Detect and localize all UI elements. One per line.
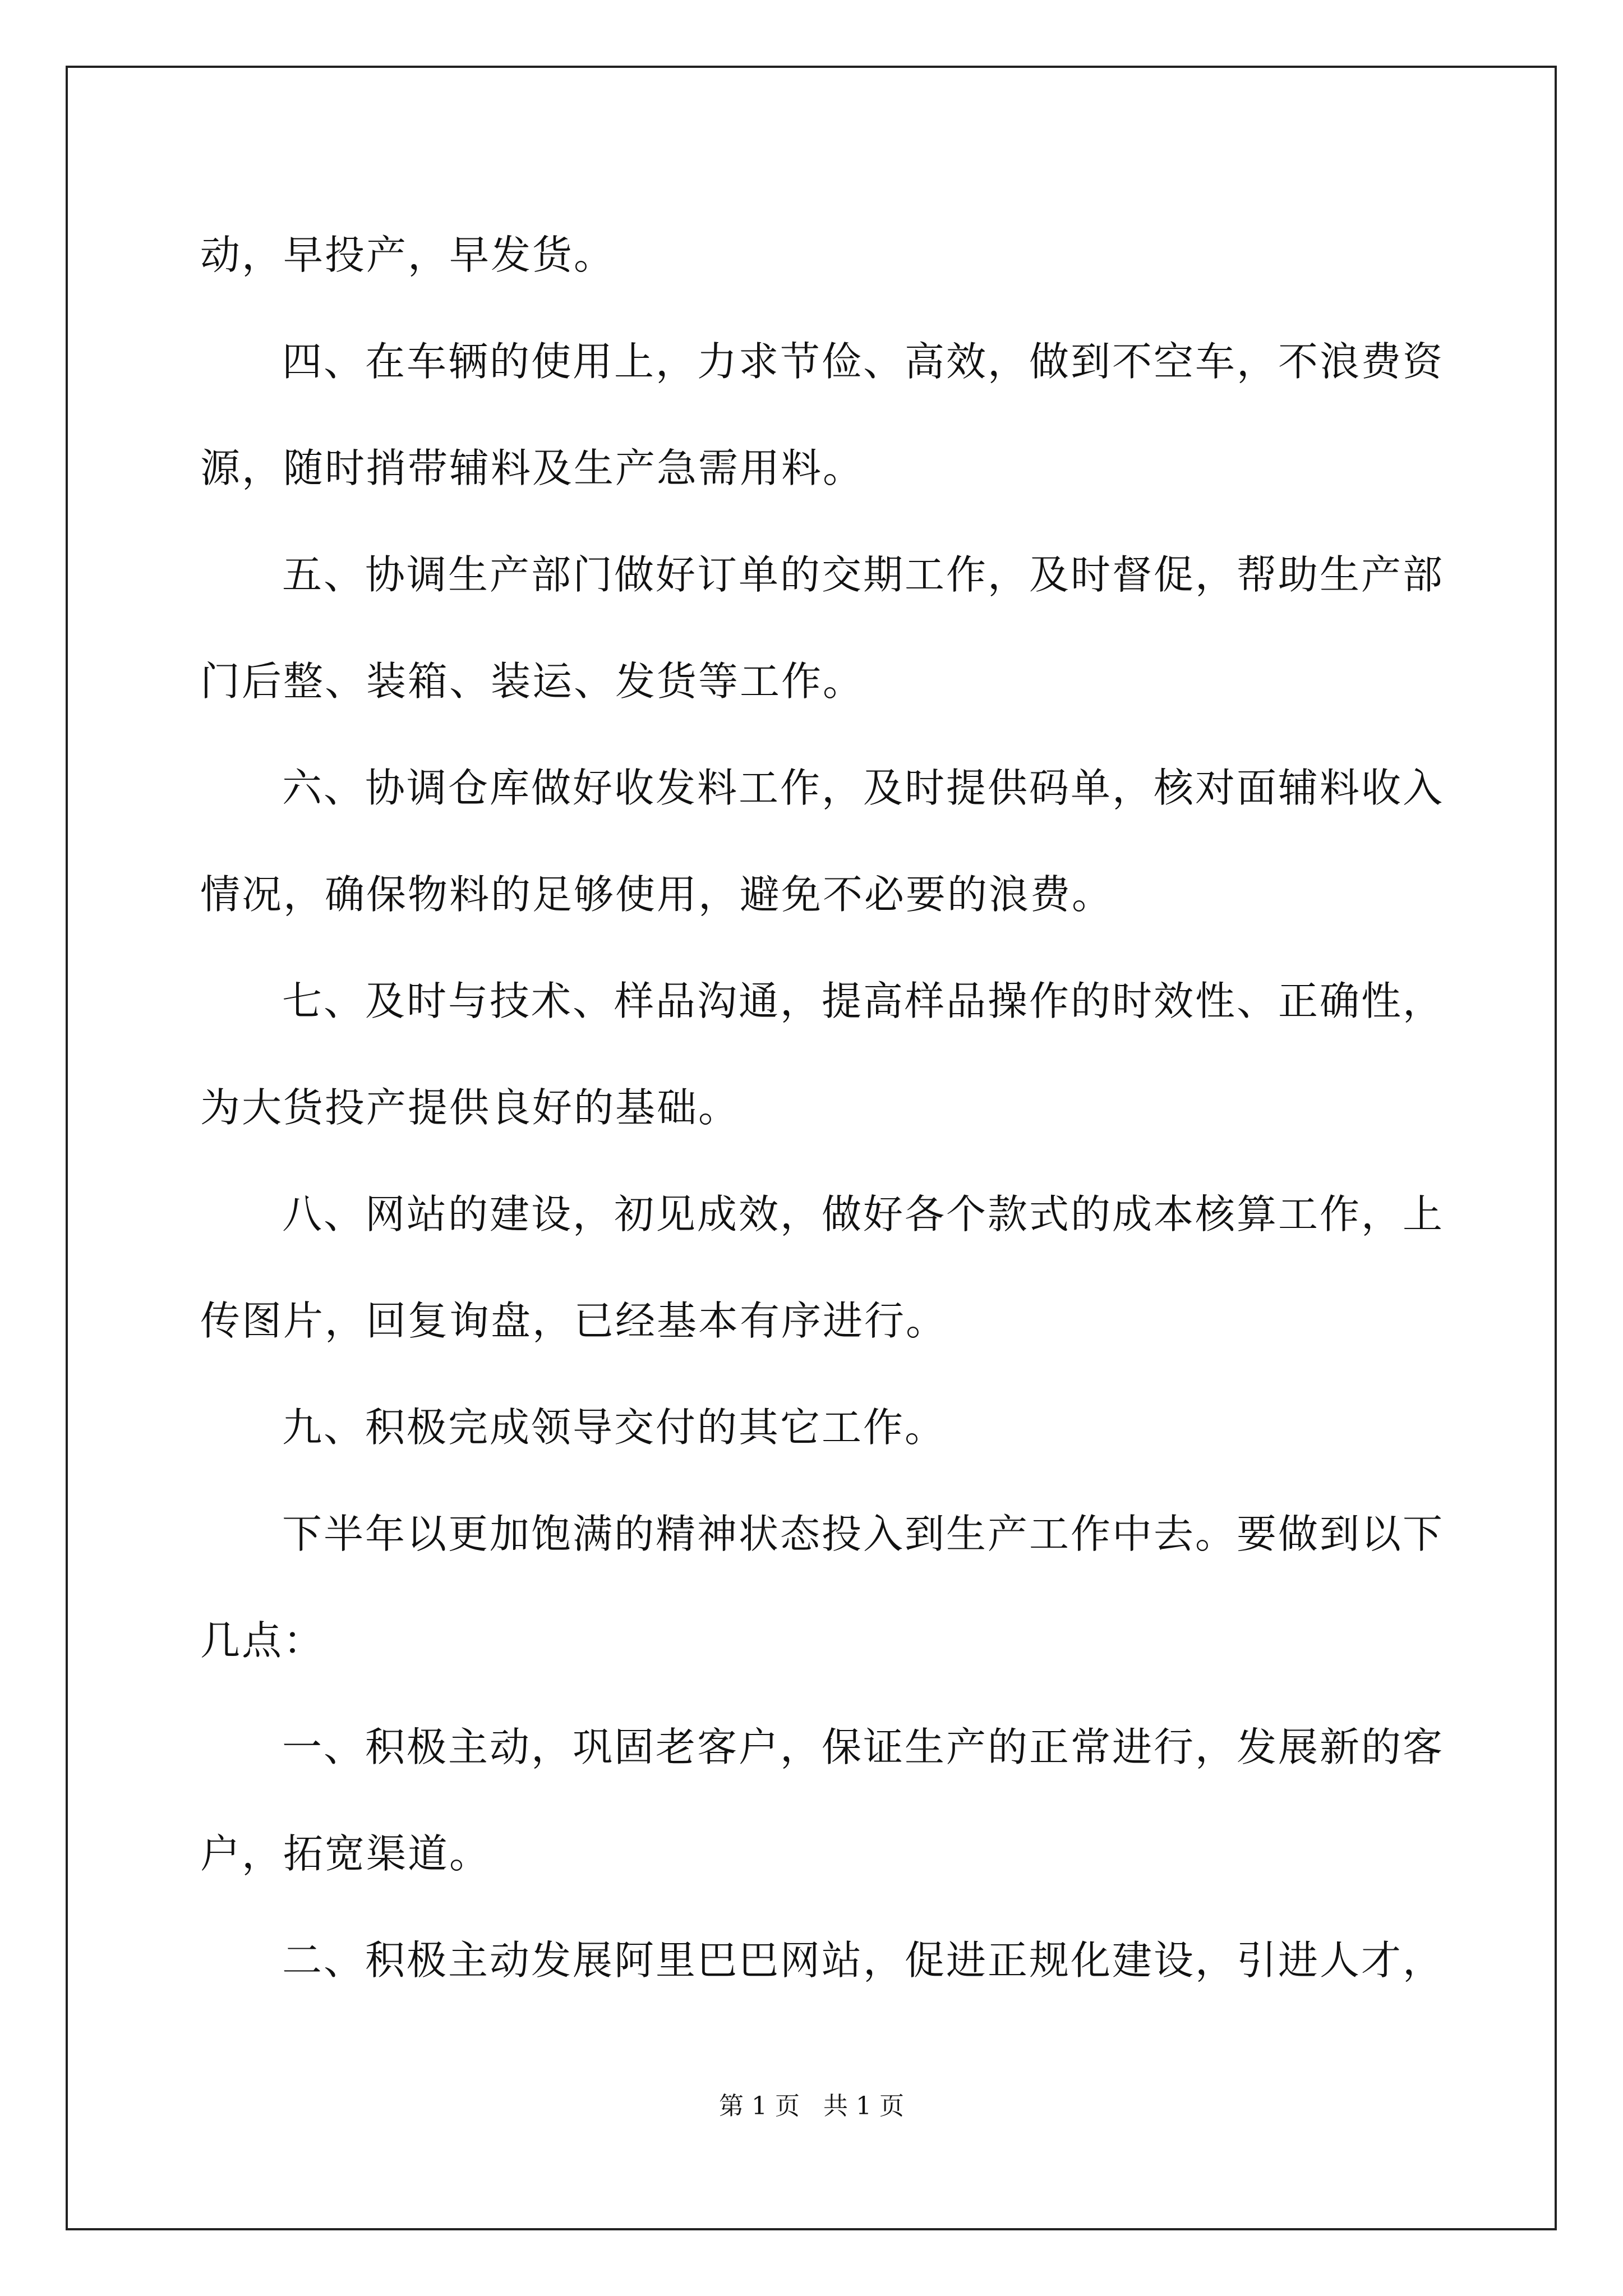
- paragraph-line: 四、在车辆的使用上，力求节俭、高效，做到不空车，不浪费资: [282, 338, 1445, 385]
- paragraph-line: 源，随时捎带辅料及生产急需用料。: [200, 445, 865, 491]
- paragraph-line: 下半年以更加饱满的精神状态投入到生产工作中去。要做到以下: [282, 1511, 1445, 1557]
- document-body: [200, 202, 1445, 2014]
- paragraph-line: 二、积极主动发展阿里巴巴网站，促进正规化建设，引进人才，: [282, 1937, 1445, 1984]
- paragraph-line: 几点：: [200, 1617, 325, 1664]
- paragraph-line: 五、协调生产部门做好订单的交期工作，及时督促，帮助生产部: [282, 551, 1445, 598]
- paragraph-line: 六、协调仓库做好收发料工作，及时提供码单，核对面辅料收入: [282, 765, 1445, 811]
- paragraph-line: 七、及时与技术、样品沟通，提高样品操作的时效性、正确性，: [282, 978, 1445, 1024]
- paragraph-line: 九、积极完成领导交付的其它工作。: [282, 1404, 947, 1451]
- paragraph-line: 门后整、装箱、装运、发货等工作。: [200, 658, 865, 705]
- paragraph-line: 动，早投产，早发货。: [200, 232, 616, 278]
- paragraph-line: 情况，确保物料的足够使用，避免不必要的浪费。: [200, 871, 1114, 918]
- page-footer: 第 1 页 共 1 页: [719, 2092, 904, 2120]
- paragraph-line: 为大货投产提供良好的基础。: [200, 1084, 740, 1131]
- paragraph-line: 户，拓宽渠道。: [200, 1830, 491, 1877]
- paragraph-line: 八、网站的建设，初见成效，做好各个款式的成本核算工作，上: [282, 1191, 1445, 1237]
- paragraph-line: 传图片，回复询盘，已经基本有序进行。: [200, 1297, 948, 1344]
- paragraph-line: 一、积极主动，巩固老客户，保证生产的正常进行，发展新的客: [282, 1724, 1445, 1770]
